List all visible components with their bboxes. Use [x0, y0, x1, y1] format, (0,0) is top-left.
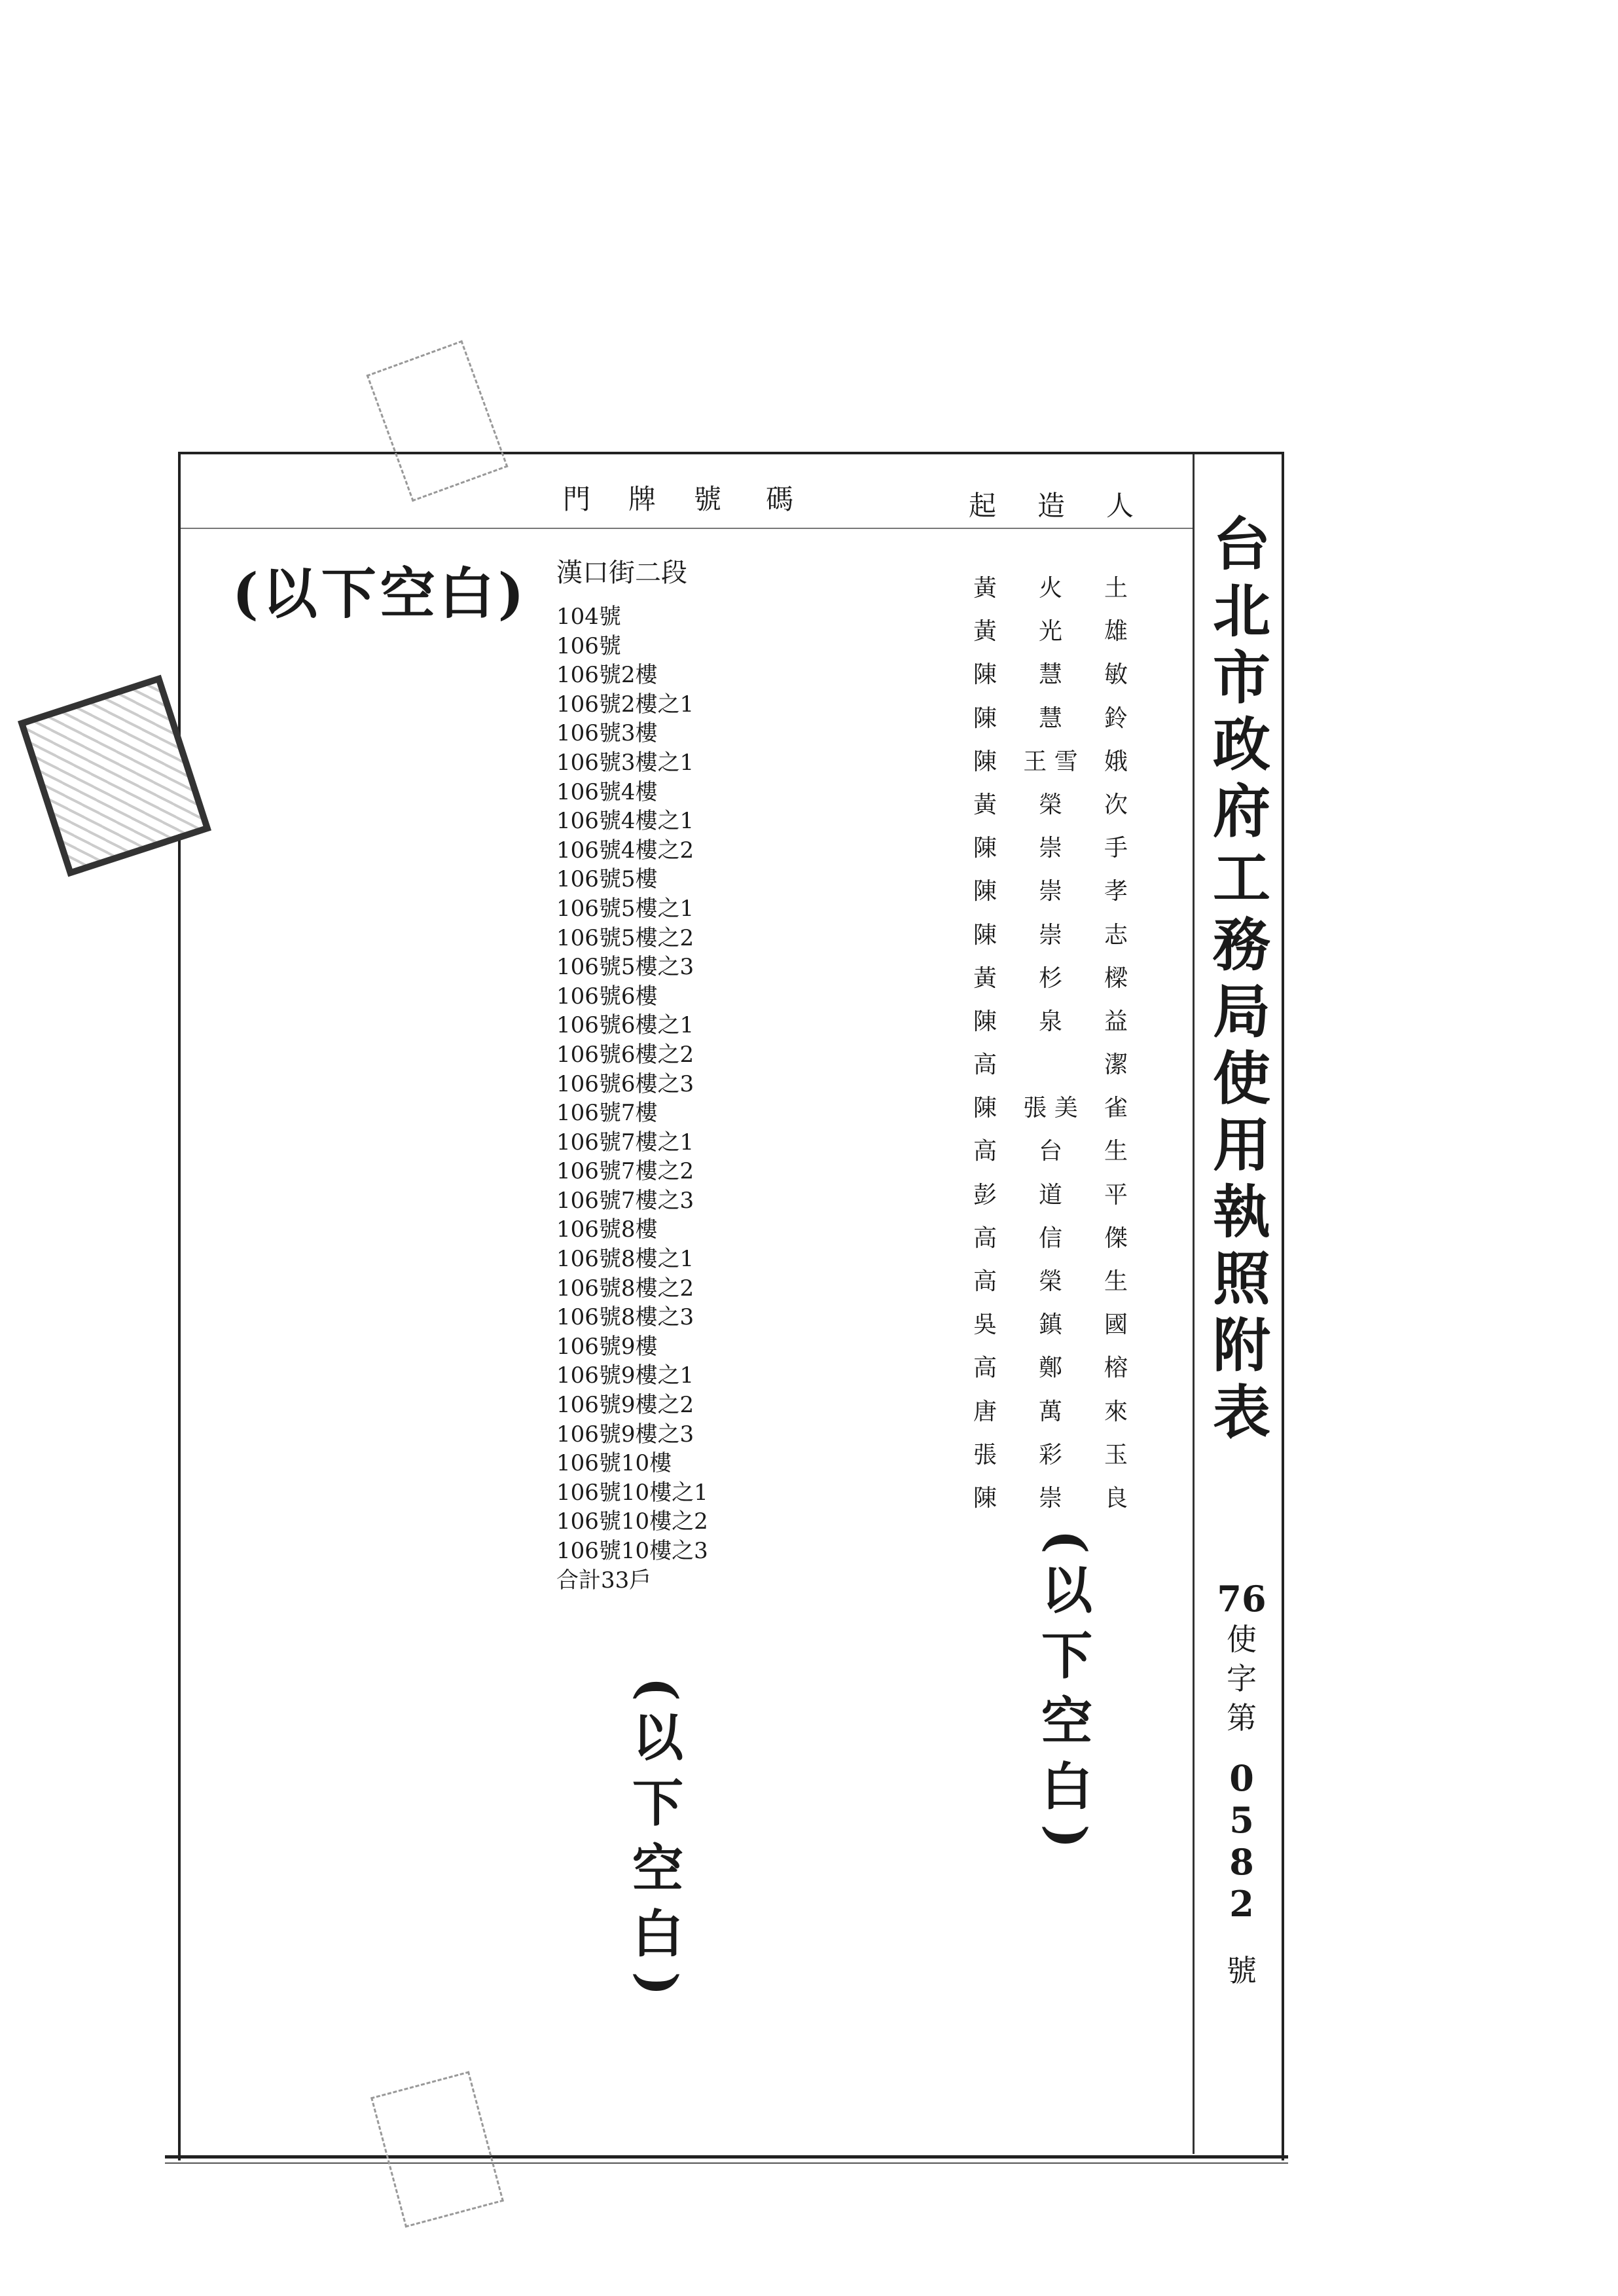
owner-name-part: 吳: [973, 1311, 997, 1339]
owner-name-part: 陳: [973, 1095, 997, 1122]
doc-digit: 8: [1229, 1841, 1254, 1883]
owner-name-part: 樑: [1104, 964, 1128, 992]
owner-name-part: 黃: [973, 618, 997, 646]
address-row: 106號7樓之2: [556, 1158, 694, 1185]
owner-name-part: 平: [1104, 1181, 1128, 1209]
owner-name-part: 陳: [973, 921, 997, 949]
address-row: 106號8樓: [556, 1216, 658, 1243]
owner-row: [965, 1347, 1136, 1390]
owner-row: [965, 827, 1136, 870]
owner-name-part: 高: [973, 1268, 997, 1295]
owner-name-part: 生: [1104, 1268, 1128, 1295]
owner-row: [965, 1000, 1136, 1044]
owner-name-part: 彭: [973, 1181, 997, 1209]
address-row: 106號5樓之2: [556, 924, 694, 951]
address-row: 106號6樓之3: [556, 1070, 694, 1097]
owner-name-part: 孝: [1104, 878, 1128, 905]
blank-mark-vertical-owner: [1037, 1525, 1096, 1853]
owner-name-part: 高: [973, 1355, 997, 1382]
address-row: 106號5樓: [556, 866, 658, 893]
title-divider: [1193, 454, 1195, 2154]
address-row: 106號4樓: [556, 778, 658, 805]
title-char: 台: [1212, 510, 1270, 578]
owner-name-part: 王 雪: [1023, 748, 1078, 775]
owner-name-part: 鈴: [1104, 704, 1128, 732]
address-row: 106號9樓之2: [556, 1392, 694, 1419]
owner-name-part: 玉: [1104, 1441, 1128, 1468]
owner-header-char: 人: [1106, 490, 1134, 522]
title-char: 政: [1212, 710, 1270, 778]
owner-name-part: 娥: [1104, 748, 1128, 775]
owner-name-part: 張 美: [1023, 1095, 1078, 1122]
blank-mark-char: (: [628, 1677, 688, 1702]
owner-name-part: 崇: [1038, 1484, 1062, 1512]
owner-name-part: 益: [1104, 1008, 1128, 1035]
address-row: 104號: [556, 604, 621, 630]
blank-mark-char: 白: [1041, 1757, 1092, 1817]
title-char: 用: [1212, 1111, 1270, 1179]
owner-name-part: 雄: [1104, 618, 1128, 646]
doc-char: 使: [1227, 1622, 1257, 1657]
bottom-border: [165, 2155, 1288, 2159]
address-row: 106號10樓之2: [556, 1508, 708, 1535]
address-list: [556, 602, 897, 1566]
title-char: 照: [1212, 1245, 1270, 1313]
address-row: 106號10樓: [556, 1450, 672, 1477]
owner-row: [965, 1130, 1136, 1173]
title-char: 務: [1212, 911, 1270, 979]
blank-mark-char: ): [1037, 1824, 1097, 1849]
address-row: 106號8樓之2: [556, 1275, 694, 1302]
owner-header-char: 起: [969, 490, 997, 522]
owner-row: [965, 1174, 1136, 1217]
owner-name-part: 黃: [973, 964, 997, 992]
owner-name-part: 陳: [973, 835, 997, 862]
address-row: 106號9樓之1: [556, 1362, 694, 1389]
owner-name-part: 杉: [1038, 964, 1062, 992]
blank-mark-char: (: [1037, 1529, 1097, 1554]
title-char: 執: [1212, 1178, 1270, 1246]
spacer: [1206, 1738, 1278, 1757]
owner-row: [965, 697, 1136, 740]
title-char: 北: [1212, 577, 1270, 645]
owner-name-part: 唐: [973, 1398, 997, 1425]
address-row: 106號10樓之3: [556, 1538, 708, 1564]
address-row: 106號2樓: [556, 662, 658, 689]
owner-name-part: 次: [1104, 791, 1128, 818]
doc-digit: 0: [1229, 1757, 1254, 1799]
header-rule: [181, 528, 1193, 529]
address-row: 106號7樓之1: [556, 1129, 694, 1156]
owner-name-part: 生: [1104, 1138, 1128, 1165]
owner-name-part: 信: [1038, 1224, 1062, 1252]
owner-name-part: 榮: [1038, 1268, 1062, 1295]
owner-row: [965, 1303, 1136, 1347]
owner-row: [965, 1087, 1136, 1130]
owner-row: [965, 1260, 1136, 1303]
spacer: [1206, 1925, 1278, 1951]
title-char: 府: [1212, 777, 1270, 845]
address-row: 106號3樓之1: [556, 749, 694, 776]
address-row: 106號9樓之3: [556, 1421, 694, 1448]
address-row: 106號10樓之1: [556, 1479, 708, 1506]
owner-name-part: 火: [1038, 575, 1062, 602]
bottom-border-inner: [165, 2162, 1288, 2164]
owner-name-part: 榮: [1038, 791, 1062, 818]
owner-row: [965, 1217, 1136, 1260]
doc-digit: 5: [1229, 1799, 1254, 1841]
address-row: 106號6樓之1: [556, 1012, 694, 1039]
title-char: 工: [1212, 844, 1270, 912]
address-header-char: 號: [694, 483, 722, 515]
owner-name-part: 光: [1038, 618, 1062, 646]
owner-row: [965, 567, 1136, 610]
doc-digit: 2: [1229, 1883, 1254, 1925]
title-char: 表: [1212, 1378, 1270, 1446]
address-row: 106號4樓之2: [556, 837, 694, 864]
owner-name-part: 陳: [973, 704, 997, 732]
owner-name-part: 黃: [973, 575, 997, 602]
owner-header-char: 造: [1037, 490, 1066, 522]
address-row: 106號3樓: [556, 720, 658, 747]
owner-name-part: 良: [1104, 1484, 1128, 1512]
address-row: 106號: [556, 632, 621, 659]
owner-row: [965, 610, 1136, 653]
owner-name-part: 陳: [973, 661, 997, 689]
blank-mark-char: 以: [1041, 1561, 1092, 1620]
owner-name-part: 潔: [1104, 1051, 1128, 1079]
document-title: [1206, 511, 1278, 1446]
owner-name-part: 傑: [1104, 1224, 1128, 1252]
blank-mark-char: 空: [1041, 1692, 1092, 1751]
owner-name-part: 道: [1038, 1181, 1062, 1209]
owner-row: [965, 914, 1136, 957]
owner-row: [965, 957, 1136, 1000]
blank-mark-char: 白: [632, 1904, 683, 1964]
owner-name-part: 高: [973, 1224, 997, 1252]
total-households: 合計33戶: [556, 1567, 652, 1594]
title-char: 附: [1212, 1311, 1270, 1379]
address-row: 106號4樓之1: [556, 808, 694, 835]
owner-column: [965, 567, 1136, 1520]
address-row: 106號6樓: [556, 983, 658, 1010]
doc-char: 字: [1227, 1661, 1257, 1696]
address-row: 106號7樓: [556, 1100, 658, 1127]
owner-name-part: [1031, 1044, 1070, 1087]
address-row: 106號6樓之2: [556, 1041, 694, 1068]
document-number: [1206, 1578, 1278, 1990]
owner-name-part: 榕: [1104, 1355, 1128, 1382]
doc-suffix: 號: [1227, 1953, 1257, 1988]
owner-row: [965, 740, 1136, 784]
address-header-char: 門: [563, 483, 591, 515]
address-header-char: 牌: [628, 483, 656, 515]
owner-name-part: 崇: [1038, 878, 1062, 905]
address-row: 106號8樓之1: [556, 1246, 694, 1273]
address-row: 106號7樓之3: [556, 1187, 694, 1214]
owner-name-part: 彩: [1038, 1441, 1062, 1468]
street-name: 漢口街二段: [556, 558, 687, 588]
owner-name-part: 高: [973, 1138, 997, 1165]
owner-name-part: 張: [973, 1441, 997, 1468]
owner-name-part: 崇: [1038, 921, 1062, 949]
owner-name-part: 志: [1104, 921, 1128, 949]
title-char: 使: [1212, 1044, 1270, 1112]
owner-name-part: 台: [1038, 1138, 1062, 1165]
blank-mark-char: 下: [632, 1774, 683, 1833]
owner-name-part: 陳: [973, 1484, 997, 1512]
doc-year: 76: [1217, 1578, 1267, 1620]
owner-name-part: 鎮: [1038, 1311, 1062, 1339]
address-column: [556, 556, 897, 1595]
doc-char: 第: [1227, 1700, 1257, 1736]
owner-name-part: 黃: [973, 791, 997, 818]
owner-name-part: 慧: [1038, 661, 1062, 689]
blank-mark-char: ): [628, 1971, 688, 1996]
owner-name-part: 手: [1104, 835, 1128, 862]
owner-name-part: 陳: [973, 878, 997, 905]
blank-mark-char: 下: [1041, 1626, 1092, 1686]
address-row: 106號5樓之3: [556, 954, 694, 981]
owner-name-part: 泉: [1038, 1008, 1062, 1035]
owner-row: [965, 1044, 1136, 1087]
owner-name-part: 土: [1104, 575, 1128, 602]
address-header-char: 碼: [766, 483, 794, 515]
title-char: 市: [1212, 644, 1270, 712]
owner-name-part: 鄭: [1038, 1355, 1062, 1382]
owner-name-part: 陳: [973, 748, 997, 775]
blank-mark-char: 以: [632, 1708, 683, 1768]
address-row: 106號2樓之1: [556, 691, 694, 718]
title-char: 局: [1212, 977, 1270, 1046]
owner-row: [965, 1391, 1136, 1434]
blank-mark-horizontal: (以下空白): [232, 561, 528, 626]
blank-mark-char: 空: [632, 1839, 683, 1899]
owner-name-part: 慧: [1038, 704, 1062, 732]
owner-name-part: 高: [973, 1051, 997, 1079]
address-row: 106號9樓: [556, 1333, 658, 1360]
owner-name-part: 來: [1104, 1398, 1128, 1425]
owner-name-part: 崇: [1038, 835, 1062, 862]
address-row: 106號8樓之3: [556, 1304, 694, 1331]
owner-name-part: 陳: [973, 1008, 997, 1035]
owner-row: [965, 870, 1136, 913]
owner-row: [965, 784, 1136, 827]
owner-name-part: 敏: [1104, 661, 1128, 689]
owner-name-part: 萬: [1038, 1398, 1062, 1425]
blank-mark-vertical-address: [628, 1673, 687, 2000]
owner-name-part: 國: [1104, 1311, 1128, 1339]
address-row: 106號5樓之1: [556, 895, 694, 922]
owner-row: [965, 1434, 1136, 1477]
owner-name-part: 雀: [1104, 1095, 1128, 1122]
owner-row: [965, 653, 1136, 697]
